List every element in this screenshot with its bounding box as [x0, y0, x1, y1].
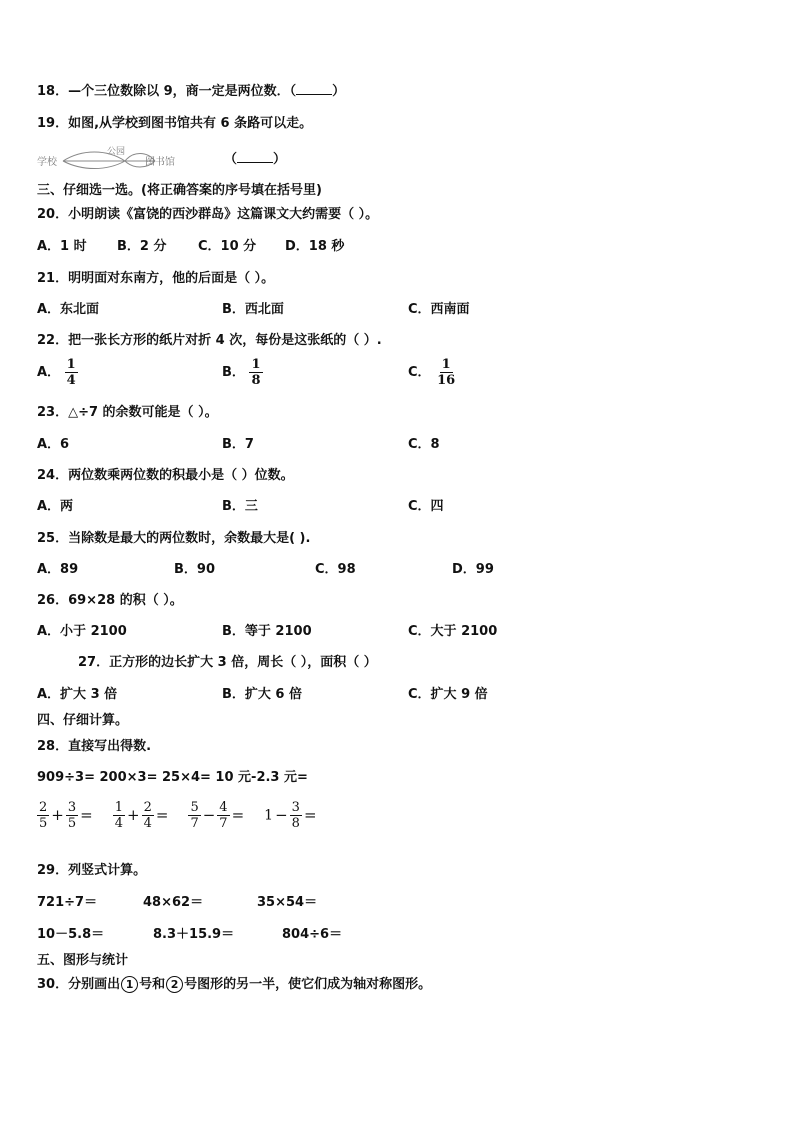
option-c[interactable]: C．四	[408, 499, 444, 514]
calc-item: 35×54＝	[257, 895, 318, 910]
fraction: $\frac{1}{4}$	[66, 357, 76, 388]
fraction-expr-3: $\frac{5}{7}$ − $\frac{4}{7}$ =	[190, 799, 245, 831]
option-c[interactable]: C．扩大 9 倍	[408, 687, 488, 702]
calc-line-1: 909÷3= 200×3= 25×4= 10 元-2.3 元=	[37, 770, 308, 785]
option-a[interactable]: A．小于 2100	[37, 624, 127, 639]
question-19: 19．如图,从学校到图书馆共有 6 条路可以走。	[37, 116, 313, 131]
option-a[interactable]: A．两	[37, 499, 74, 514]
fraction-calc-row	[37, 797, 319, 833]
section-5-heading: 五、图形与统计	[37, 953, 129, 968]
section-4-heading: 四、仔细计算。	[37, 713, 129, 728]
question-20: 20．小明朗读《富饶的西沙群岛》这篇课文大约需要（ ）。	[37, 207, 379, 222]
fraction: $\frac{1}{16}$	[437, 357, 456, 388]
option-a[interactable]: A．东北面	[37, 302, 100, 317]
circled-number-1: 1	[121, 976, 138, 993]
route-map-figure	[37, 147, 187, 171]
calc-item: 804÷6＝	[282, 927, 343, 942]
option-b[interactable]: B．7	[222, 437, 254, 452]
fraction-expr-2: $\frac{1}{4}$ + $\frac{2}{4}$ =	[114, 799, 169, 831]
option-a[interactable]: A．1 时	[37, 239, 87, 254]
fraction: $\frac{1}{8}$	[251, 357, 261, 388]
question-22: 22．把一张长方形的纸片对折 4 次，每份是这张纸的（ ）.	[37, 333, 382, 348]
option-c[interactable]: C．98	[315, 562, 356, 577]
option-b[interactable]: B．2 分	[117, 239, 167, 254]
option-b[interactable]: B．三	[222, 499, 258, 514]
map-label-park: 公园	[107, 147, 126, 157]
option-c[interactable]: C．8	[408, 437, 440, 452]
section-3-heading: 三、仔细选一选。(将正确答案的序号填在括号里)	[37, 183, 322, 198]
question-28: 28．直接写出得数.	[37, 739, 152, 754]
question-21: 21．明明面对东南方，他的后面是（ ）。	[37, 271, 275, 286]
calc-item: 48×62＝	[143, 895, 204, 910]
option-c[interactable]: C． $\frac{1}{16}$	[408, 357, 456, 388]
calc-item: 8.3＋15.9＝	[153, 927, 235, 942]
circled-number-2: 2	[166, 976, 183, 993]
question-24: 24．两位数乘两位数的积最小是（ ）位数。	[37, 468, 294, 483]
option-c[interactable]: C．大于 2100	[408, 624, 498, 639]
question-29: 29．列竖式计算。	[37, 863, 147, 878]
option-b[interactable]: B． $\frac{1}{8}$	[222, 357, 261, 388]
map-label-school: 学校	[37, 157, 57, 168]
fraction-expr-1: $\frac{2}{5}$ + $\frac{3}{5}$ =	[39, 799, 93, 831]
question-30: 30．分别画出 1 号和 2 号图形的另一半，使它们成为轴对称图形。	[37, 977, 432, 992]
question-26: 26．69×28 的积（ ）。	[37, 593, 183, 608]
option-a[interactable]: A．扩大 3 倍	[37, 687, 118, 702]
option-b[interactable]: B．西北面	[222, 302, 284, 317]
question-23: 23．△÷7 的余数可能是（ ）。	[37, 405, 218, 420]
option-d[interactable]: D．99	[452, 562, 494, 577]
option-a[interactable]: A． $\frac{1}{4}$	[37, 357, 76, 388]
option-c[interactable]: C．西南面	[408, 302, 470, 317]
map-label-library: 图书馆	[145, 157, 175, 168]
calc-item: 10－5.8＝	[37, 927, 105, 942]
option-b[interactable]: B．90	[174, 562, 215, 577]
fraction-expr-4: 1 − $\frac{3}{8}$ =	[264, 799, 317, 831]
answer-paren: （ ）	[224, 152, 287, 167]
question-25: 25．当除数是最大的两位数时，余数最大是( ).	[37, 531, 311, 546]
option-b[interactable]: B．等于 2100	[222, 624, 312, 639]
question-27: 27．正方形的边长扩大 3 倍，周长（ ），面积（ ）	[78, 655, 377, 670]
answer-blank[interactable]	[296, 82, 332, 95]
option-d[interactable]: D．18 秒	[285, 239, 345, 254]
answer-blank[interactable]	[237, 150, 273, 163]
option-b[interactable]: B．扩大 6 倍	[222, 687, 303, 702]
option-a[interactable]: A．89	[37, 562, 79, 577]
calc-item: 721÷7＝	[37, 895, 98, 910]
option-a[interactable]: A．6	[37, 437, 70, 452]
option-c[interactable]: C．10 分	[198, 239, 257, 254]
question-18: 18．—个三位数除以 9，商一定是两位数．（ ）	[37, 84, 346, 99]
